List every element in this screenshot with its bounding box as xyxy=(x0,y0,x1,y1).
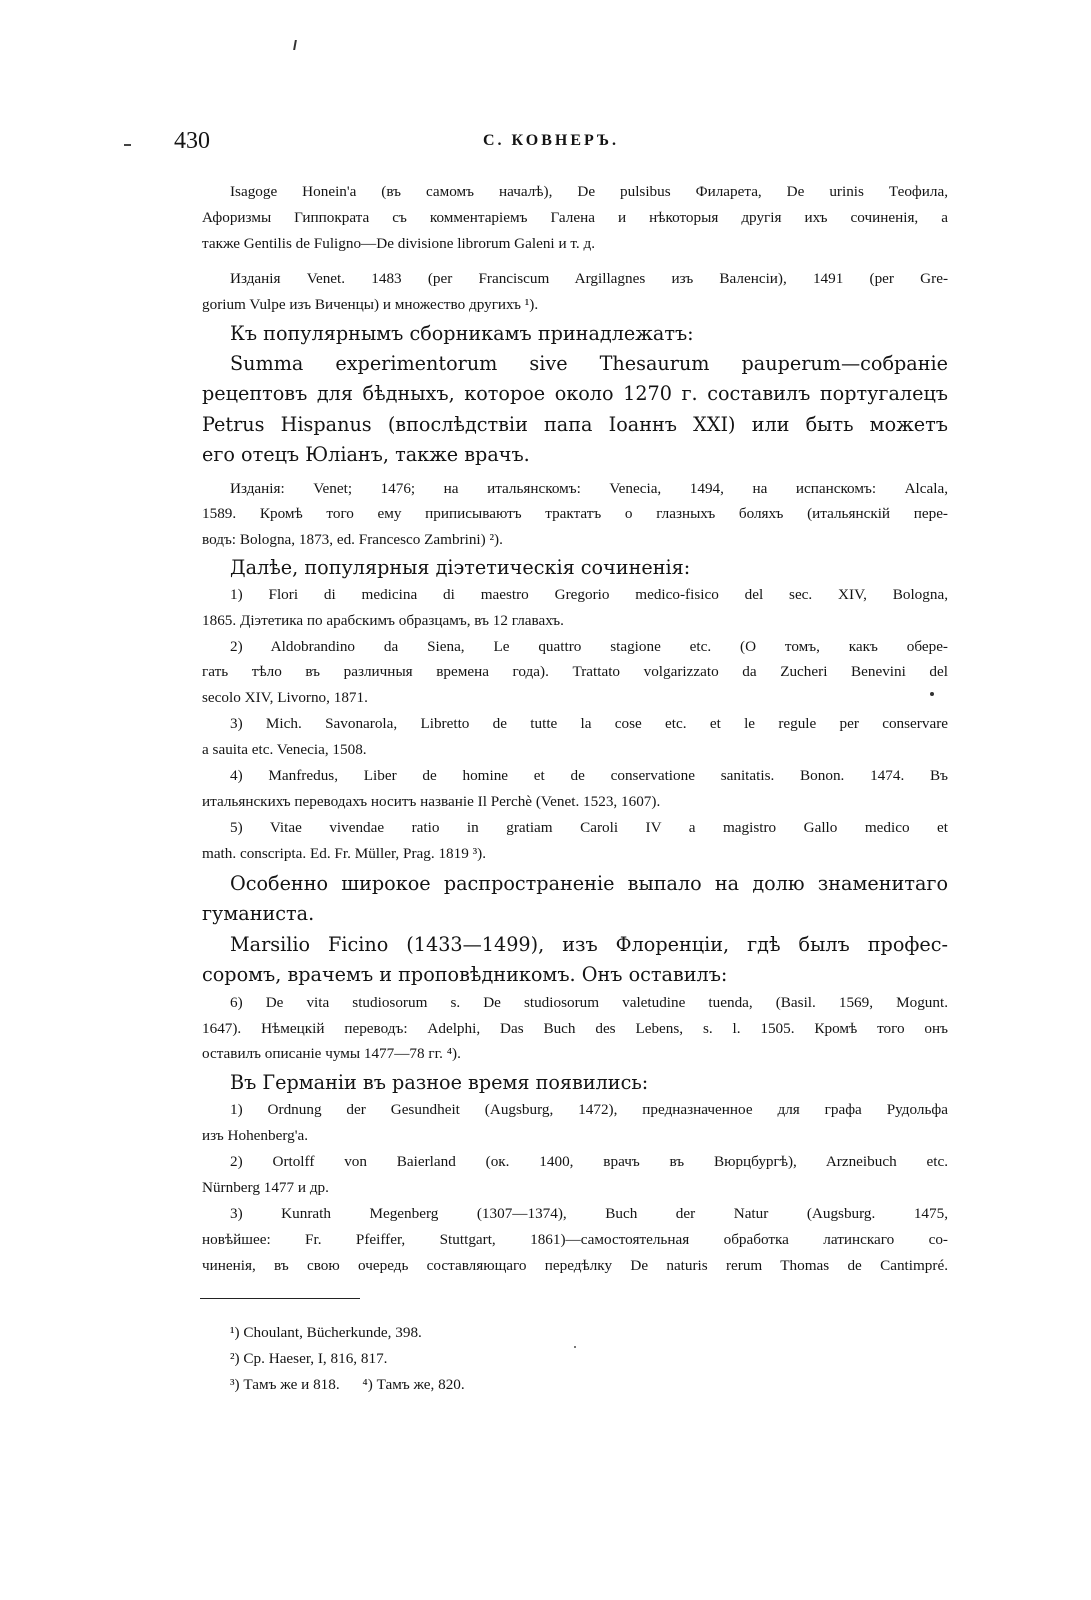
text-line: Особенно широкое распространеніе выпало на долю знаменитаго xyxy=(230,872,948,895)
text-line: рецептовъ для бѣдныхъ, которое около 1270 г. составилъ португалецъ xyxy=(202,382,948,405)
page-number: 430 xyxy=(174,128,210,154)
text-line: 2) Ortolff von Baierland (ок. 1400, врачъ въ Вюрцбургѣ), Arzneibuch etc. xyxy=(230,1153,948,1170)
text-line: соромъ, врачемъ и проповѣдникомъ. Онъ оставилъ: xyxy=(202,963,728,986)
text-line: 1) Flori di medicina di maestro Gregorio medico-fisico del sec. XIV, Bologna, xyxy=(230,586,948,603)
text-line: 3) Kunrath Megenberg (1307—1374), Buch der Natur (Augsburg. 1475, xyxy=(230,1205,948,1222)
text-line: a sauita etc. Venecia, 1508. xyxy=(202,741,367,758)
text-line: Nürnberg 1477 и др. xyxy=(202,1179,329,1196)
text-line: также Gentilis de Fuligno—De divisione librorum Galeni и т. д. xyxy=(202,235,595,252)
footnote: ²) Cp. Haeser, I, 816, 817. xyxy=(230,1350,388,1367)
scan-speck xyxy=(574,1346,576,1348)
text-line: 3) Mich. Savonarola, Libretto de tutte la cose etc. et le regule per conservare xyxy=(230,715,948,732)
text-line: Далѣе, популярныя діэтетическія сочиненія: xyxy=(230,556,691,579)
text-line: Къ популярнымъ сборникамъ принадлежатъ: xyxy=(230,322,694,345)
text-line: 1647). Нѣмецкій переводъ: Adelphi, Das Buch des Lebens, s. l. 1505. Кромѣ того онъ xyxy=(202,1020,948,1037)
text-line: secolo XIV, Livorno, 1871. xyxy=(202,689,368,706)
text-line: итальянскихъ переводахъ носитъ названіе Il Perchè (Venet. 1523, 1607). xyxy=(202,793,661,810)
text-line: gorium Vulpe изъ Виченцы) и множество другихъ ¹). xyxy=(202,296,539,313)
text-line: 4) Manfredus, Liber de homine et de conservatione sanitatis. Bonon. 1474. Въ xyxy=(230,767,948,784)
text-line: math. conscripta. Ed. Fr. Müller, Prag. 1819 ³). xyxy=(202,845,487,862)
footnote-rule xyxy=(200,1298,360,1299)
text-line: Афоризмы Гиппократа съ комментаріемъ Галена и нѣкоторыя другія ихъ сочиненія, а xyxy=(202,209,948,226)
text-line: Изданія: Venet; 1476; на итальянскомъ: Venecia, 1494, на испанскомъ: Alcala, xyxy=(230,480,948,497)
text-line: 1589. Кромѣ того ему приписываютъ трактатъ о глазныхъ боляхъ (итальянскій пере- xyxy=(202,505,948,522)
text-line: его отецъ Юліанъ, также врачъ. xyxy=(202,443,530,466)
text-line: Summa experimentorum sive Thesaurum pauperum—собраніе xyxy=(230,352,948,375)
text-line: гать тѣло въ различныя времена года). Trattato volgarizzato da Zucheri Benevini del xyxy=(202,663,948,680)
running-head: С. КОВНЕРЪ. xyxy=(483,132,620,149)
text-line: изъ Hohenberg'a. xyxy=(202,1127,308,1144)
text-line: новѣйшее: Fr. Pfeiffer, Stuttgart, 1861)—самостоятельная обработка латинскаго со- xyxy=(202,1231,948,1248)
text-line: 5) Vitae vivendae ratio in gratiam Caroli IV a magistro Gallo medico et xyxy=(230,819,948,836)
stray-dot xyxy=(930,692,934,696)
footnote: ¹) Choulant, Bücherkunde, 398. xyxy=(230,1324,422,1341)
text-line: Marsilio Ficino (1433—1499), изъ Флоренціи, гдѣ былъ профес- xyxy=(230,933,948,956)
text-line: Isagoge Honein'a (въ самомъ началѣ), De pulsibus Филарета, De urinis Теофила, xyxy=(230,183,948,200)
text-line: 1) Ordnung der Gesundheit (Augsburg, 1472), предназначенное для графа Рудольфа xyxy=(230,1101,948,1118)
text-line: Въ Германіи въ разное время появились: xyxy=(230,1071,649,1094)
text-line: Petrus Hispanus (впослѣдствіи папа Іоаннъ XXI) или быть можетъ xyxy=(202,413,948,436)
text-line: 2) Aldobrandino da Siena, Le quattro stagione etc. (О томъ, какъ обере- xyxy=(230,638,948,655)
scan-mark xyxy=(293,40,297,50)
footnote: ³) Тамъ же и 818. ⁴) Тамъ же, 820. xyxy=(230,1376,465,1393)
text-line: чиненія, въ свою очередь составляющаго передѣлку De naturis rerum Thomas de Cantimpré. xyxy=(202,1257,948,1274)
margin-dash xyxy=(124,144,131,146)
text-line: 6) De vita studiosorum s. De studiosorum valetudine tuenda, (Basil. 1569, Mogunt. xyxy=(230,994,948,1011)
text-line: водъ: Bologna, 1873, ed. Francesco Zambrini) ²). xyxy=(202,531,503,548)
text-line: 1865. Діэтетика по арабскимъ образцамъ, въ 12 главахъ. xyxy=(202,612,564,629)
text-line: Изданія Venet. 1483 (per Franciscum Argillagnes изъ Валенсіи), 1491 (per Gre- xyxy=(230,270,948,287)
text-line: гуманиста. xyxy=(202,902,315,925)
text-line: оставилъ описаніе чумы 1477—78 гг. ⁴). xyxy=(202,1045,461,1062)
